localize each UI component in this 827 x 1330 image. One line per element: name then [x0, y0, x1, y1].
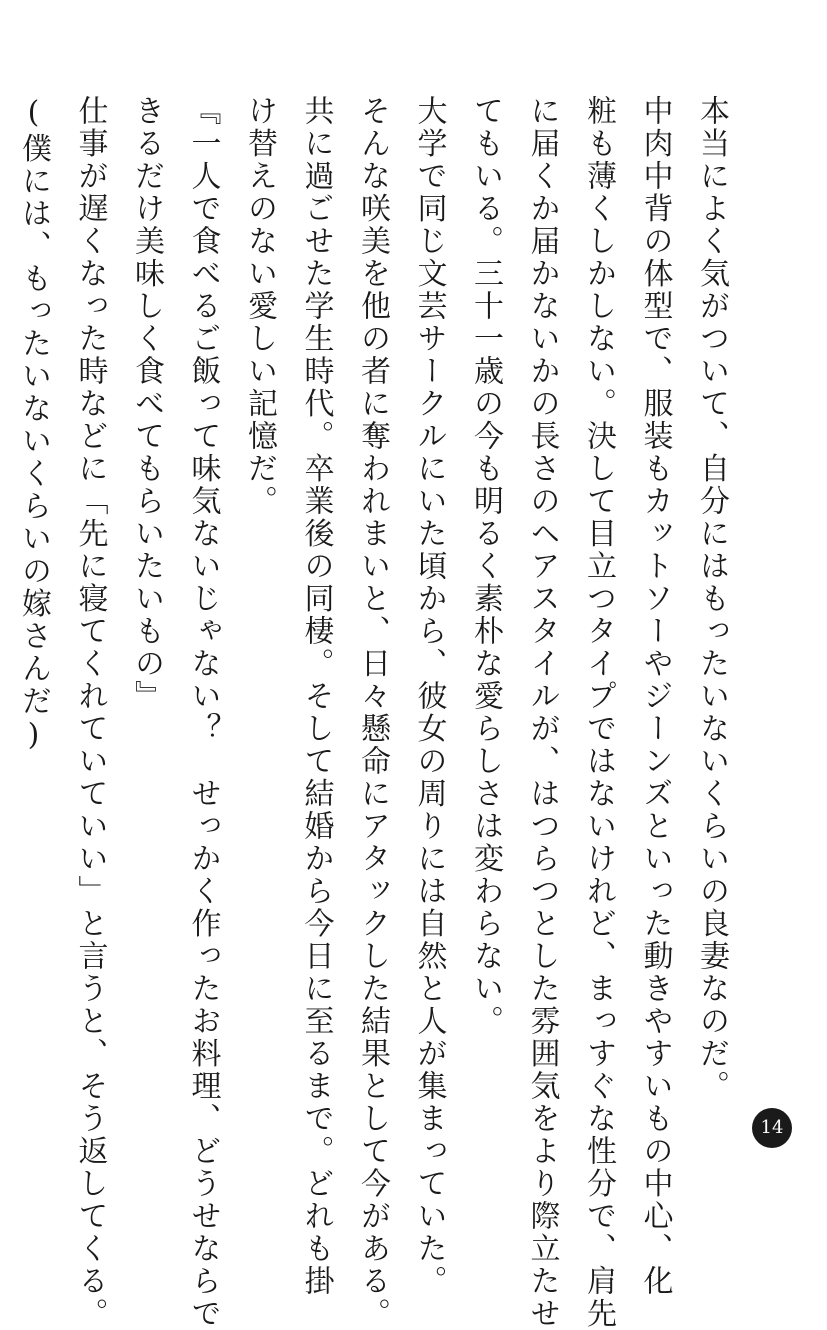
text-line: 中肉中背の体型で、服装もカットソーやジーンズといった動きやすいもの中心、化 — [637, 95, 673, 1298]
text-line: に届くか届かないかの長さのヘアスタイルが、はつらつとした雰囲気をより際立たせ — [524, 95, 560, 1330]
text-line — [0, 95, 5, 1030]
text-line: 本当によく気がついて、自分にはもったいないくらいの良妻なのだ。 — [694, 95, 729, 1103]
text-line: 共に過ごせた学生時代。卒業後の同棲。そして結婚から今日に至るまで。どれも掛 — [298, 95, 334, 1298]
text-line: てもいる。三十一歳の今も明るく素朴な愛らしさは変わらない。 — [468, 95, 503, 1038]
text-line: 『一人で食べるご飯って味気ないじゃない？ せっかく作ったお料理、どうせならで — [185, 95, 221, 1330]
text-line: 大学で同じ文芸サークルにいた頃から、彼女の周りには自然と人が集まっていた。 — [411, 95, 447, 1298]
page-number-badge: 14 — [752, 1108, 792, 1148]
text-line: そんな咲美を他の者に奪われまいと、日々懸命にアタックした結果として今がある。 — [355, 95, 390, 1330]
text-line: 仕事が遅くなった時などに「先に寝てくれていていい」と言うと、そう返してくる。 — [72, 95, 108, 1330]
text-line: け替えのない愛しい記憶だ。 — [242, 95, 277, 518]
text-line: (僕には、もったいないくらいの嫁さんだ) — [16, 95, 51, 755]
text-line: 粧も薄くしかしない。決して目立つタイプではないけれど、まっすぐな性分で、肩先 — [581, 95, 616, 1330]
vertical-text-body — [0, 95, 739, 1330]
text-line: きるだけ美味しく食べてもらいたいもの』 — [129, 95, 164, 713]
